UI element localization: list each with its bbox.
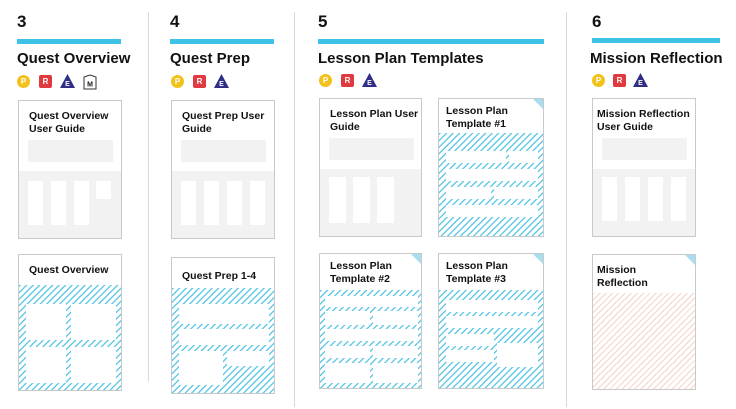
badge-p-icon: P [592,74,605,87]
accent-bar [17,39,121,44]
placeholder-block [181,140,266,162]
document-title: Mission Reflection [597,264,648,289]
badge-p-icon: P [319,74,332,87]
svg-text:E: E [219,81,224,88]
placeholder-column [648,177,663,221]
placeholder-column [181,181,196,225]
placeholder-row [373,311,418,325]
placeholder-box [26,347,66,383]
accent-bar [318,39,544,44]
document-title: Lesson Plan Template #2 [330,260,392,285]
document-thumbnail[interactable] [592,254,696,390]
column-divider [294,12,295,407]
svg-text:M: M [87,81,93,89]
section-number: 6 [592,12,602,31]
placeholder-row [446,205,538,217]
document-title: Quest Overview User Guide [29,110,109,135]
section-title: Quest Prep [170,50,251,67]
section-number: 4 [170,12,180,31]
placeholder-column [625,177,640,221]
document-title: Quest Prep User Guide [182,110,265,135]
placeholder-box [71,347,116,383]
placeholder-row [325,311,370,325]
placeholder-column [204,181,219,225]
svg-text:E: E [65,81,70,88]
column-divider [148,12,149,382]
placeholder-column [353,177,370,223]
badge-r-icon: R [193,75,206,88]
section-number: 3 [17,12,27,31]
placeholder-column [227,181,242,225]
hatch-fill [439,133,544,237]
column-divider [566,12,567,407]
placeholder-column [51,181,66,225]
placeholder-row [179,329,269,345]
placeholder-row [446,169,538,181]
folded-corner [685,255,695,265]
placeholder-box [325,363,370,383]
document-thumbnail[interactable] [438,98,544,237]
placeholder-box [373,363,418,383]
placeholder-block [329,138,414,160]
document-title: Quest Prep 1-4 [182,270,257,282]
placeholder-row [325,329,418,341]
placeholder-column [602,177,617,221]
document-title: Lesson Plan Template #1 [446,105,508,130]
badge-e-icon [59,73,76,89]
svg-text:E: E [367,80,372,87]
document-thumbnail[interactable] [171,257,275,394]
accent-bar [592,38,720,43]
svg-text:E: E [638,80,643,87]
placeholder-row [325,346,370,358]
document-thumbnail[interactable] [171,100,275,239]
badge-r-icon: R [341,74,354,87]
document-thumbnail[interactable] [18,254,122,391]
placeholder-box [179,351,223,385]
placeholder-box [71,304,116,340]
placeholder-column [377,177,394,223]
document-thumbnail[interactable] [438,253,544,389]
placeholder-row [494,187,538,199]
placeholder-column [74,181,89,225]
badge-p-icon: P [17,75,30,88]
placeholder-column [250,181,265,225]
badge-p-icon: P [171,75,184,88]
placeholder-block [602,138,687,160]
section-title: Mission Reflection [590,50,723,67]
placeholder-column [28,181,43,225]
badge-e-icon [213,73,230,89]
badge-e-icon [361,72,378,88]
placeholder-column [329,177,346,223]
section-number: 5 [318,12,328,31]
document-thumbnail[interactable] [319,253,422,389]
placeholder-box [227,351,269,366]
placeholder-row [446,187,491,199]
document-title: Lesson Plan User Guide [330,108,419,133]
placeholder-row [446,151,506,163]
placeholder-column [96,181,111,199]
placeholder-row [446,300,538,312]
placeholder-column [671,177,686,221]
placeholder-row [509,151,538,163]
section-title: Lesson Plan Templates [318,50,484,67]
placeholder-row [446,350,494,362]
placeholder-box [26,304,66,340]
document-thumbnail[interactable] [592,98,696,237]
placeholder-row [373,346,418,358]
placeholder-box [497,343,538,367]
section-title: Quest Overview [17,50,131,67]
document-title: Quest Overview [29,264,109,276]
placeholder-block [28,140,113,162]
hatch-fill [593,293,696,390]
badge-e-icon [632,72,649,88]
accent-bar [170,39,274,44]
placeholder-row [325,296,418,307]
document-title: Mission Reflection User Guide [597,108,690,133]
badge-r-icon: R [613,74,626,87]
badge-r-icon: R [39,75,52,88]
placeholder-row [446,316,538,328]
document-title: Lesson Plan Template #3 [446,260,508,285]
placeholder-row [179,304,269,324]
badge-m-icon [82,74,98,90]
placeholder-row [446,334,494,346]
document-thumbnail[interactable] [18,100,122,239]
document-thumbnail[interactable] [319,98,422,237]
